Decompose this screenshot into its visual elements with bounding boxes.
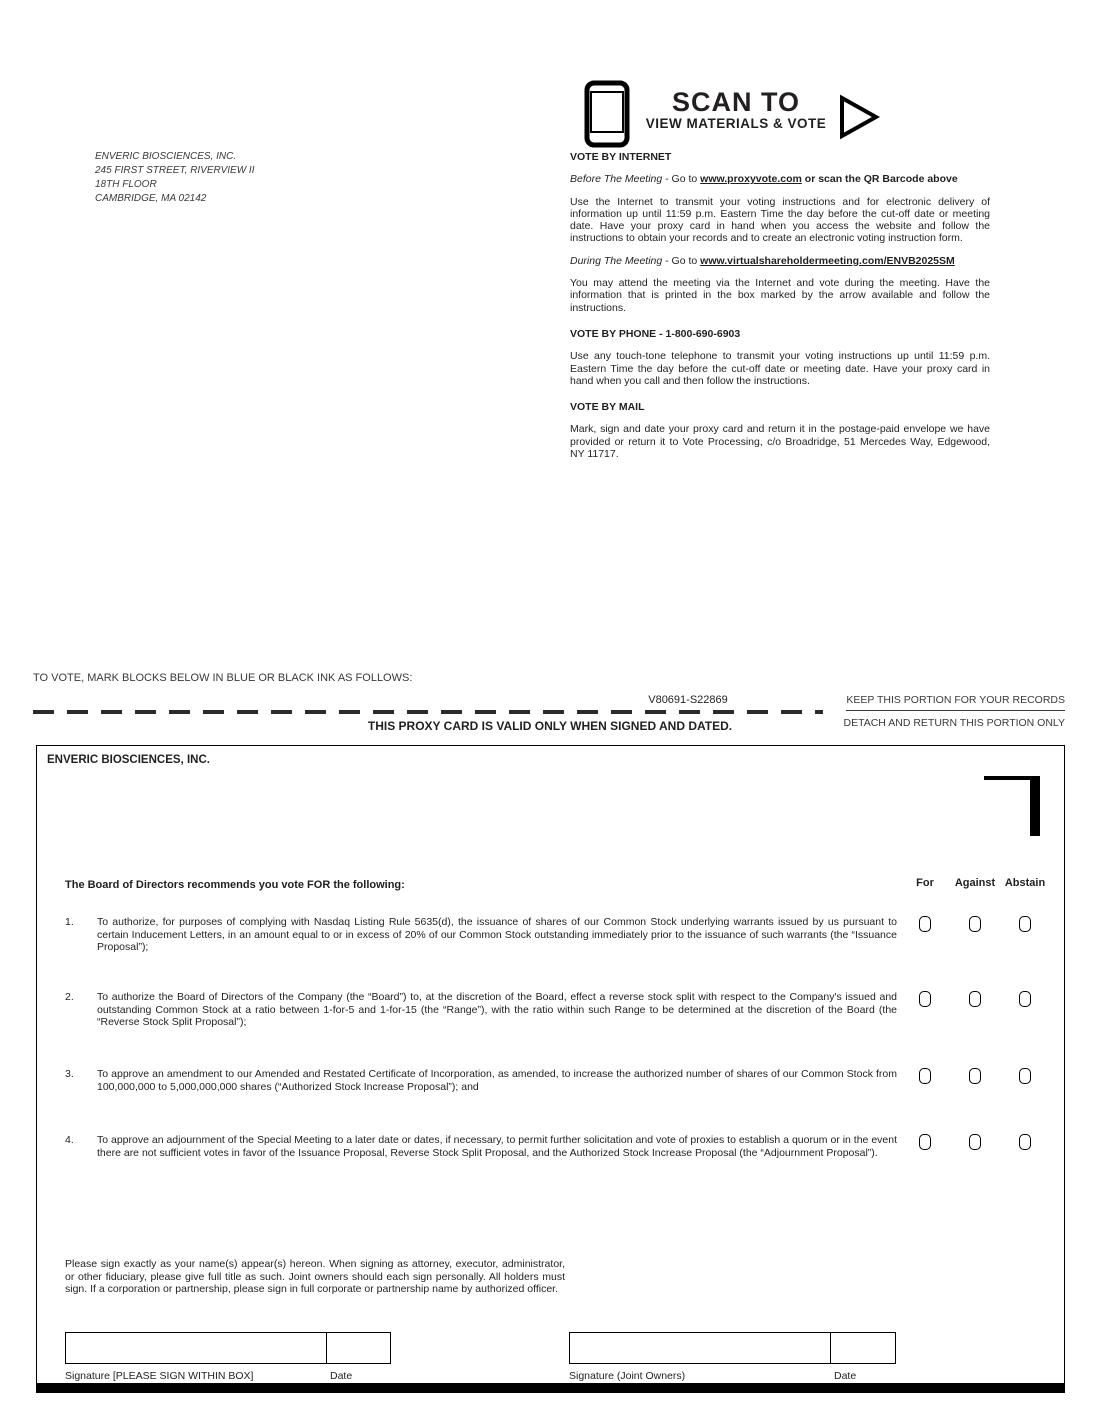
date-label-1: Date	[330, 1370, 353, 1382]
proposal-3-text: To approve an amendment to our Amended and Restated Certificate of Incorporation, as amended, to increase the authorized number of shares of our Common Stock from 100,000,000 to 5,000,000,000 shares (“Authorized Stock Increase Proposal”); and	[97, 1068, 897, 1093]
scan-to-title: SCAN TO	[671, 87, 800, 117]
vote-by-mail-heading: VOTE BY MAIL	[570, 401, 645, 414]
checkbox-abstain-1[interactable]	[1019, 916, 1031, 932]
address-line: 18TH FLOOR	[95, 179, 157, 190]
company-address	[95, 150, 255, 206]
proposal-4-votes	[900, 1134, 1050, 1155]
signature-label-2: Signature (Joint Owners)	[569, 1370, 686, 1382]
address-line: CAMBRIDGE, MA 02142	[95, 193, 207, 204]
proposal-2	[65, 991, 901, 1029]
checkbox-for-4[interactable]	[919, 1134, 931, 1150]
signature-instructions: Please sign exactly as your name(s) appear(s) hereon. When signing as attorney, executor, administrator, or other fiduciary, please give full title as such. Joint owners should each sign personally. All holders must sign. If a corporation or partnership, please sign in full corporate or partnership name by authorized officer.	[65, 1258, 565, 1296]
proposal-1	[65, 916, 901, 954]
checkbox-abstain-3[interactable]	[1019, 1068, 1031, 1084]
checkbox-for-2[interactable]	[919, 991, 931, 1007]
proposal-2-text: To authorize the Board of Directors of the Company (the “Board”) to, at the discretion of the Board, effect a reverse stock split with respect to the Company's issued and outstanding Common Stock at a ratio between 1-for-5 and 1-for-15 (the “Range”), with the ratio within such Range to be determined at the discretion of the Board (the “Reverse Stock Split Proposal”);	[97, 991, 897, 1029]
during-meeting-mid: - Go to	[662, 254, 701, 267]
proposal-1-votes	[900, 916, 1050, 937]
before-meeting-suffix: or scan the QR Barcode above	[801, 173, 958, 186]
proposal-1-number: 1.	[65, 916, 74, 928]
signature-label-1: Signature [PLEASE SIGN WITHIN BOX]	[65, 1370, 254, 1382]
proposal-2-votes	[900, 991, 1050, 1012]
proxyvote-link[interactable]: www.proxyvote.com	[700, 173, 802, 186]
proxy-card-box	[36, 745, 1065, 1393]
before-meeting-line	[570, 173, 990, 185]
date-box-1[interactable]	[326, 1332, 391, 1364]
phone-paragraph: Use any touch-tone telephone to transmit your voting instructions up until 11:59 p.m. Eastern Time the day before the cut-off date or meeting date. Have your proxy card in hand when you call and then follow the instructions.	[570, 350, 990, 387]
date-label-2: Date	[834, 1370, 857, 1382]
proposal-3-votes	[900, 1068, 1050, 1089]
bottom-black-bar	[37, 1383, 1064, 1392]
mail-paragraph: Mark, sign and date your proxy card and return it in the postage-paid envelope we have provided or return it to Vote Processing, c/o Broadridge, 51 Mercedes Way, Edgewood, NY 11717.	[570, 423, 990, 461]
signature-box-2[interactable]	[569, 1332, 831, 1364]
board-recommendation: The Board of Directors recommends you vote FOR the following:	[65, 879, 405, 891]
proposal-1-text: To authorize, for purposes of complying with Nasdaq Listing Rule 5635(d), the issuance of shares of our Common Stock underlying warrants issued by us pursuant to certain Inducement Letters, in an amount equal to or in excess of 20% of our Common Stock outstanding immediately prior to the issuance of such warrants (the “Issuance Proposal”);	[97, 916, 897, 954]
card-company-name: ENVERIC BIOSCIENCES, INC.	[47, 754, 210, 766]
proposal-4-number: 4.	[65, 1134, 74, 1146]
mark-blocks-instruction: TO VOTE, MARK BLOCKS BELOW IN BLUE OR BLACK INK AS FOLLOWS:	[33, 672, 413, 684]
detach-dashed-line	[33, 710, 823, 714]
voting-instructions	[570, 151, 990, 470]
checkbox-against-4[interactable]	[969, 1134, 981, 1150]
proposal-3	[65, 1068, 901, 1093]
corner-registration-mark	[984, 776, 1040, 836]
arrow-right-icon	[838, 94, 880, 145]
address-line: 245 FIRST STREET, RIVERVIEW II	[95, 165, 255, 176]
smartphone-icon	[584, 80, 630, 153]
keep-portion-note: KEEP THIS PORTION FOR YOUR RECORDS	[846, 694, 1065, 711]
checkbox-against-3[interactable]	[969, 1068, 981, 1084]
proposal-4	[65, 1134, 901, 1159]
proposal-2-number: 2.	[65, 991, 74, 1003]
checkbox-against-1[interactable]	[969, 916, 981, 932]
internet-paragraph-1: Use the Internet to transmit your voting instructions and for electronic delivery of information up until 11:59 p.m. Eastern Time the day before the cut-off date or meeting date. Have your proxy card in hand when you access the website and follow the instructions to obtain your records and to create an electronic voting instruction form.	[570, 195, 990, 245]
control-number: V80691-S22869	[648, 694, 728, 706]
proposal-3-number: 3.	[65, 1068, 74, 1080]
checkbox-abstain-4[interactable]	[1019, 1134, 1031, 1150]
before-meeting-label: Before The Meeting	[570, 173, 663, 186]
before-meeting-mid: - Go to	[662, 173, 701, 186]
during-meeting-line	[570, 255, 990, 267]
vote-by-phone-heading: VOTE BY PHONE - 1-800-690-6903	[570, 327, 741, 340]
detach-return-note: DETACH AND RETURN THIS PORTION ONLY	[843, 717, 1065, 729]
valid-when-signed-note: THIS PROXY CARD IS VALID ONLY WHEN SIGNED AND DATED.	[367, 719, 733, 733]
column-header-for: For	[916, 877, 934, 889]
scan-to-header	[638, 88, 834, 131]
proposal-4-text: To approve an adjournment of the Special Meeting to a later date or dates, if necessary, to permit further solicitation and vote of proxies to establish a quorum or in the event there are not sufficient votes in favor of the Issuance Proposal, Reverse Stock Split Proposal, and the Authorized Stock Increase Proposal (the “Adjournment Proposal”).	[97, 1134, 898, 1159]
checkbox-for-3[interactable]	[919, 1068, 931, 1084]
signature-box-1[interactable]	[65, 1332, 327, 1364]
address-line: ENVERIC BIOSCIENCES, INC.	[95, 151, 237, 162]
scan-to-subtitle: VIEW MATERIALS & VOTE	[645, 116, 827, 131]
checkbox-abstain-2[interactable]	[1019, 991, 1031, 1007]
checkbox-for-1[interactable]	[919, 916, 931, 932]
checkbox-against-2[interactable]	[969, 991, 981, 1007]
column-header-against: Against	[954, 877, 996, 889]
virtual-meeting-link[interactable]: www.virtualshareholdermeeting.com/ENVB2025SM	[700, 254, 955, 267]
vote-column-headers	[900, 877, 1050, 889]
date-box-2[interactable]	[830, 1332, 896, 1364]
vote-by-internet-heading: VOTE BY INTERNET	[570, 151, 672, 163]
during-meeting-label: During The Meeting	[570, 254, 663, 267]
internet-paragraph-2: You may attend the meeting via the Internet and vote during the meeting. Have the information that is printed in the box marked by the arrow available and follow the instructions.	[570, 277, 990, 314]
column-header-abstain: Abstain	[1004, 877, 1046, 889]
